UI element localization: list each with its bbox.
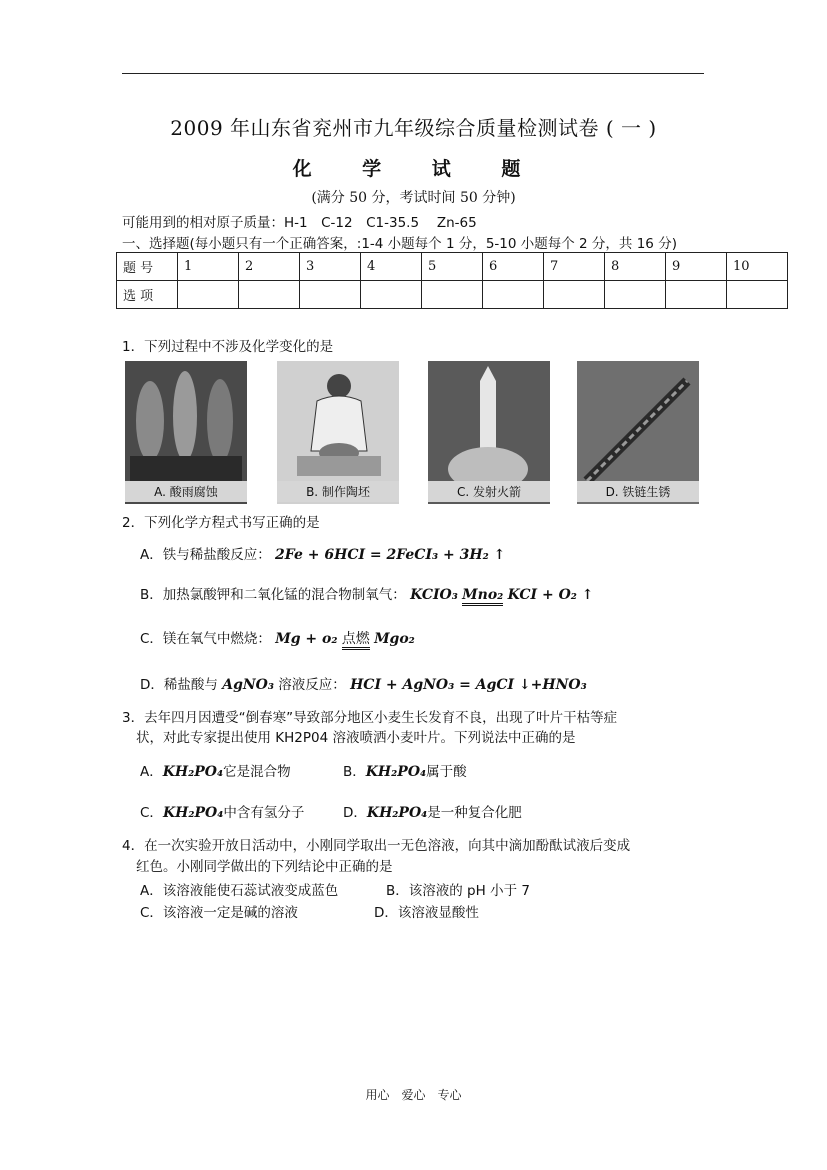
formula: KH₂PO₄ bbox=[365, 764, 427, 780]
atomic-masses: 可能用到的相对原子质量：H-1 C-12 C1-35.5 Zn-65 bbox=[122, 215, 477, 231]
option-text: 属于酸 bbox=[426, 764, 467, 780]
table-row bbox=[117, 281, 788, 309]
answer-cell[interactable] bbox=[300, 281, 361, 309]
top-rule bbox=[122, 73, 704, 74]
option-text: 是一种复合化肥 bbox=[427, 805, 522, 821]
answer-table bbox=[116, 252, 788, 309]
option-text: 溶液反应： bbox=[278, 677, 346, 693]
reagent: AgNO₃ bbox=[222, 677, 274, 693]
answer-cell[interactable] bbox=[483, 281, 544, 309]
q3-stem-line1: 3．去年四月因遭受“倒春寒”导致部分地区小麦生长发育不良，出现了叶片干枯等症 bbox=[122, 710, 618, 726]
formula: KH₂PO₄ bbox=[162, 805, 224, 821]
answer-cell[interactable] bbox=[605, 281, 666, 309]
option-text: A．铁与稀盐酸反应： bbox=[140, 547, 271, 563]
option-text: 它是混合物 bbox=[223, 764, 291, 780]
photo-caption: A. 酸雨腐蚀 bbox=[125, 481, 247, 502]
q4-option-c[interactable]: C．该溶液一定是碱的溶液 bbox=[140, 905, 298, 921]
q2-option-d[interactable] bbox=[140, 673, 587, 693]
equation-right: Mgo₂ bbox=[374, 631, 415, 647]
q4-option-d[interactable]: D．该溶液显酸性 bbox=[374, 905, 479, 921]
formula: KH₂PO₄ bbox=[366, 805, 428, 821]
q2-stem: 2．下列化学方程式书写正确的是 bbox=[122, 515, 320, 531]
q3-option-c[interactable] bbox=[140, 801, 304, 821]
q2-option-a[interactable] bbox=[140, 543, 505, 563]
answer-cell[interactable] bbox=[361, 281, 422, 309]
option-text: D．稀盐酸与 bbox=[140, 677, 218, 693]
option-text: 中含有氢分子 bbox=[223, 805, 305, 821]
score-note: (满分 50 分，考试时间 50 分钟) bbox=[311, 190, 516, 206]
table-cell: 9 bbox=[666, 253, 727, 281]
equation: HCI + AgNO₃ = AgCI ↓+HNO₃ bbox=[350, 677, 587, 693]
photo-caption: B. 制作陶坯 bbox=[277, 481, 399, 502]
table-row bbox=[117, 253, 788, 281]
table-cell: 6 bbox=[483, 253, 544, 281]
page-title: 2009 年山东省兖州市九年级综合质量检测试卷 ( 一 ) bbox=[170, 116, 657, 140]
option-label: B． bbox=[343, 764, 366, 780]
q1-stem: 1．下列过程中不涉及化学变化的是 bbox=[122, 339, 334, 355]
q4-option-b[interactable]: B．该溶液的 pH 小于 7 bbox=[386, 883, 530, 899]
equation: 2Fe + 6HCI = 2FeCI₃ + 3H₂ ↑ bbox=[275, 547, 506, 563]
option-text: C．镁在氧气中燃烧： bbox=[140, 631, 271, 647]
q3-option-d[interactable] bbox=[343, 801, 522, 821]
reaction-condition: 点燃 bbox=[342, 631, 370, 650]
q3-option-b[interactable] bbox=[343, 760, 467, 780]
table-cell: 10 bbox=[727, 253, 788, 281]
q4-stem-line2: 红色。小刚同学做出的下列结论中正确的是 bbox=[136, 859, 393, 875]
table-cell: 7 bbox=[544, 253, 605, 281]
option-label: D． bbox=[343, 805, 367, 821]
q3-option-a[interactable] bbox=[140, 760, 291, 780]
option-text: B．加热氯酸钾和二氧化锰的混合物制氧气： bbox=[140, 587, 406, 603]
answer-cell[interactable] bbox=[666, 281, 727, 309]
option-label: C． bbox=[140, 805, 163, 821]
q2-option-c[interactable] bbox=[140, 627, 415, 648]
table-cell: 3 bbox=[300, 253, 361, 281]
q2-option-b[interactable] bbox=[140, 583, 594, 603]
subject-title: 化 学 试 题 bbox=[292, 158, 535, 180]
equation-right: KCI + O₂ ↑ bbox=[507, 587, 594, 603]
potter-photo bbox=[277, 361, 399, 504]
answer-cell[interactable] bbox=[544, 281, 605, 309]
rocket-photo bbox=[428, 361, 550, 504]
page-footer: 用心 爱心 专心 bbox=[365, 1088, 462, 1102]
table-cell: 8 bbox=[605, 253, 666, 281]
answer-cell[interactable] bbox=[422, 281, 483, 309]
equation-left: KCIO₃ bbox=[410, 587, 458, 603]
option-label: A． bbox=[140, 764, 163, 780]
answer-cell[interactable] bbox=[239, 281, 300, 309]
chain-photo bbox=[577, 361, 699, 504]
photo-caption: D. 铁链生锈 bbox=[577, 481, 699, 502]
q4-stem-line1: 4．在一次实验开放日活动中，小刚同学取出一无色溶液，向其中滴加酚酞试液后变成 bbox=[122, 838, 631, 854]
equation-left: Mg + o₂ bbox=[275, 631, 338, 647]
table-cell: 5 bbox=[422, 253, 483, 281]
table-cell: 1 bbox=[178, 253, 239, 281]
photo-caption: C. 发射火箭 bbox=[428, 481, 550, 502]
section-heading: 一、选择题(每小题只有一个正确答案，:1-4 小题每个 1 分，5-10 小题每个 2 分，共 16 分) bbox=[122, 236, 677, 252]
row-label-number: 题 号 bbox=[117, 253, 178, 281]
table-cell: 2 bbox=[239, 253, 300, 281]
q3-stem-line2: 状，对此专家提出使用 KH2P04 溶液喷洒小麦叶片。下列说法中正确的是 bbox=[136, 730, 576, 746]
table-cell: 4 bbox=[361, 253, 422, 281]
q4-option-a[interactable]: A．该溶液能使石蕊试液变成蓝色 bbox=[140, 883, 339, 899]
statue-photo bbox=[125, 361, 247, 504]
answer-cell[interactable] bbox=[727, 281, 788, 309]
row-label-choice: 选 项 bbox=[117, 281, 178, 309]
formula: KH₂PO₄ bbox=[162, 764, 224, 780]
answer-cell[interactable] bbox=[178, 281, 239, 309]
catalyst: Mno₂ bbox=[462, 587, 503, 606]
